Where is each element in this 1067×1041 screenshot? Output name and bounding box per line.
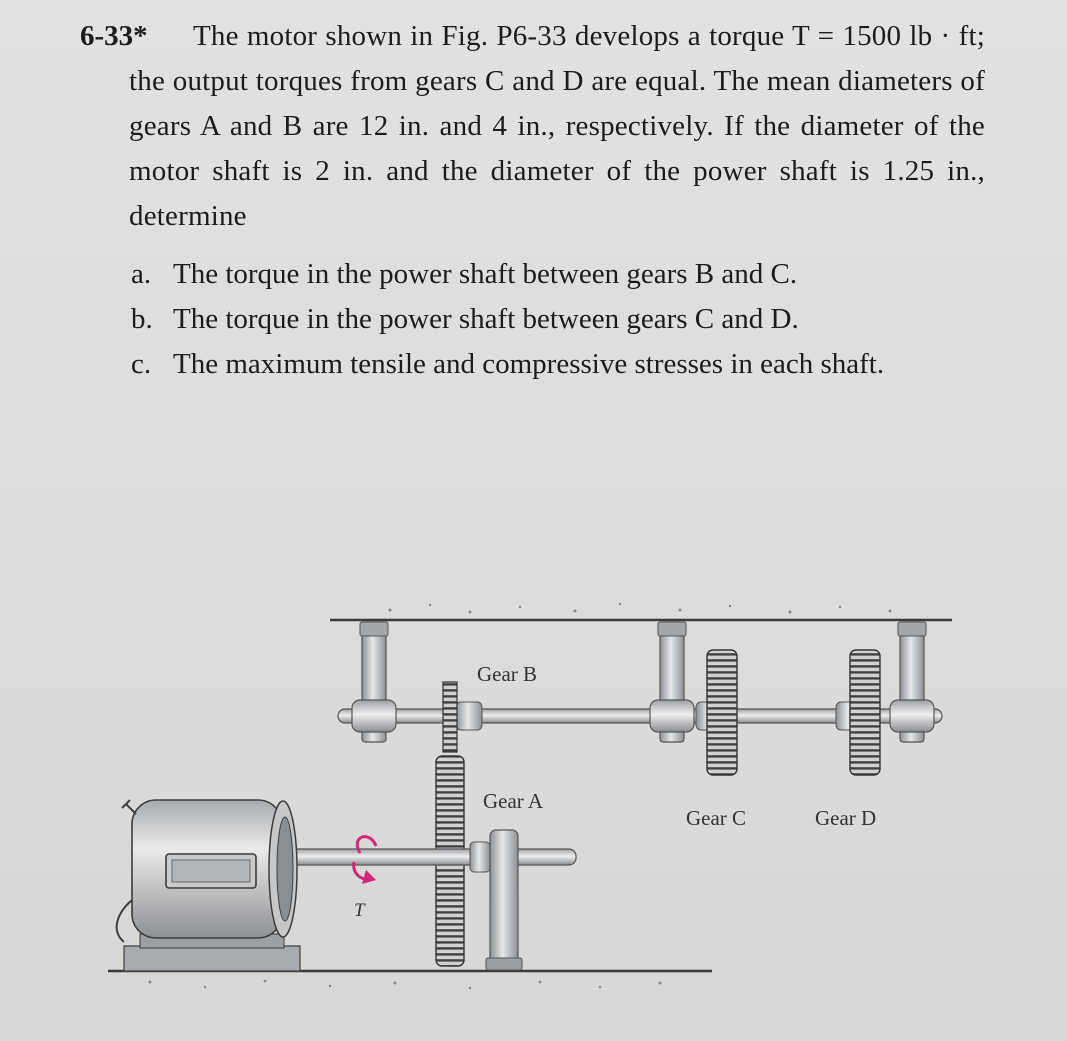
ceiling [330, 603, 952, 620]
part-text: The torque in the power shaft between gears C and D. [173, 303, 799, 335]
gear-b [443, 682, 457, 752]
problem-part [131, 342, 971, 387]
part-marker: b. [131, 303, 153, 335]
problem-number: 6-33* [80, 20, 148, 52]
problem-statement [80, 14, 985, 239]
problem-part [131, 252, 971, 297]
gear-d-label: Gear D [815, 806, 877, 830]
problem-body: The motor shown in Fig. P6-33 develops a torque T = 1500 lb · ft; the output torques from gears C and D are equal. The mean diameters of gears A and B are 12 in. and 4 in., respectively. If the diameter of the motor shaft is 2 in. and the diameter of the power shaft is 1.25 in., determine [129, 20, 985, 232]
gear-d [850, 650, 880, 775]
torque-label: T [354, 900, 365, 921]
figure-labels [354, 662, 876, 921]
gear-train-drawing [0, 560, 1067, 1041]
part-marker: c. [131, 348, 152, 380]
part-text: The torque in the power shaft between gears B and C. [173, 258, 798, 290]
motor [117, 800, 300, 971]
floor [108, 971, 712, 989]
part-marker: a. [131, 258, 152, 290]
gear-a-label: Gear A [483, 789, 544, 813]
bearing-pedestal [486, 830, 522, 970]
problem-part [131, 297, 971, 342]
figure-gear-train [0, 560, 1067, 1041]
gear-c [707, 650, 737, 775]
problem-parts-list [131, 252, 971, 387]
motor-shaft [290, 842, 576, 872]
gear-b-label: Gear B [477, 662, 538, 686]
part-text: The maximum tensile and compressive stresses in each shaft. [173, 348, 885, 380]
gear-c-label: Gear C [686, 806, 747, 830]
